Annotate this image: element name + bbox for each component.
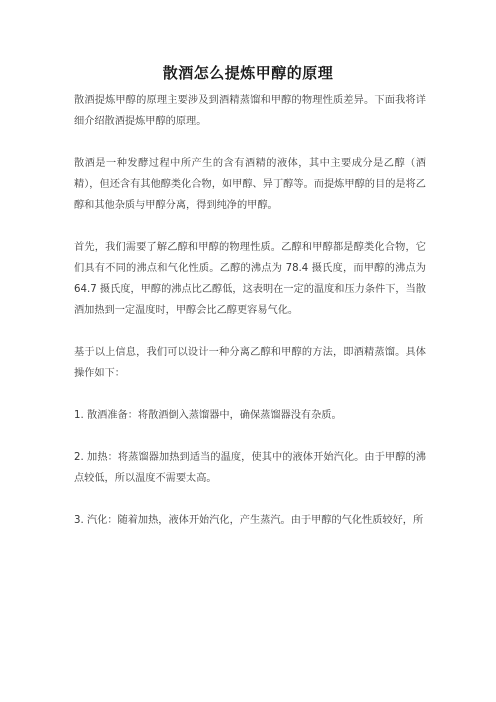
paragraph-background: 散酒是一种发酵过程中所产生的含有酒精的液体，其中主要成分是乙醇（酒精），但还含有其他醇类化合物，如甲醇、异丁醇等。而提炼甲醇的目的是将乙醇和其他杂质与甲醇分离，得到纯净的甲醇。: [74, 158, 426, 211]
step-1-preparation: 1. 散酒准备：将散酒倒入蒸馏器中，确保蒸馏器没有杂质。: [74, 410, 342, 421]
document-body: [74, 90, 426, 531]
paragraph-method: 基于以上信息，我们可以设计一种分离乙醇和甲醇的方法，即酒精蒸馏。具体操作如下：: [74, 347, 426, 379]
step-3-vaporization: 3. 汽化：随着加热，液体开始汽化，产生蒸汽。由于甲醇的气化性质较好，所: [74, 515, 424, 526]
document-title: 散酒怎么提炼甲醇的原理: [162, 64, 334, 82]
paragraph-intro: 散酒提炼甲醇的原理主要涉及到酒精蒸馏和甲醇的物理性质差异。下面我将详细介绍散酒提炼甲醇的原理。: [74, 95, 426, 127]
step-2-heating: 2. 加热：将蒸馏器加热到适当的温度，使其中的液体开始汽化。由于甲醇的沸点较低，所以温度不需要太高。: [74, 452, 426, 484]
paragraph-properties: 首先，我们需要了解乙醇和甲醇的物理性质。乙醇和甲醇都是醇类化合物，它们具有不同的沸点和气化性质。乙醇的沸点为 78.4 摄氏度，而甲醇的沸点为 64.7 摄氏度，甲醇的沸点比乙醇低，这表明在一定的温度和压力条件下，当散酒加热到一定温度时，甲醇会比乙醇更容易气化。: [74, 242, 426, 316]
